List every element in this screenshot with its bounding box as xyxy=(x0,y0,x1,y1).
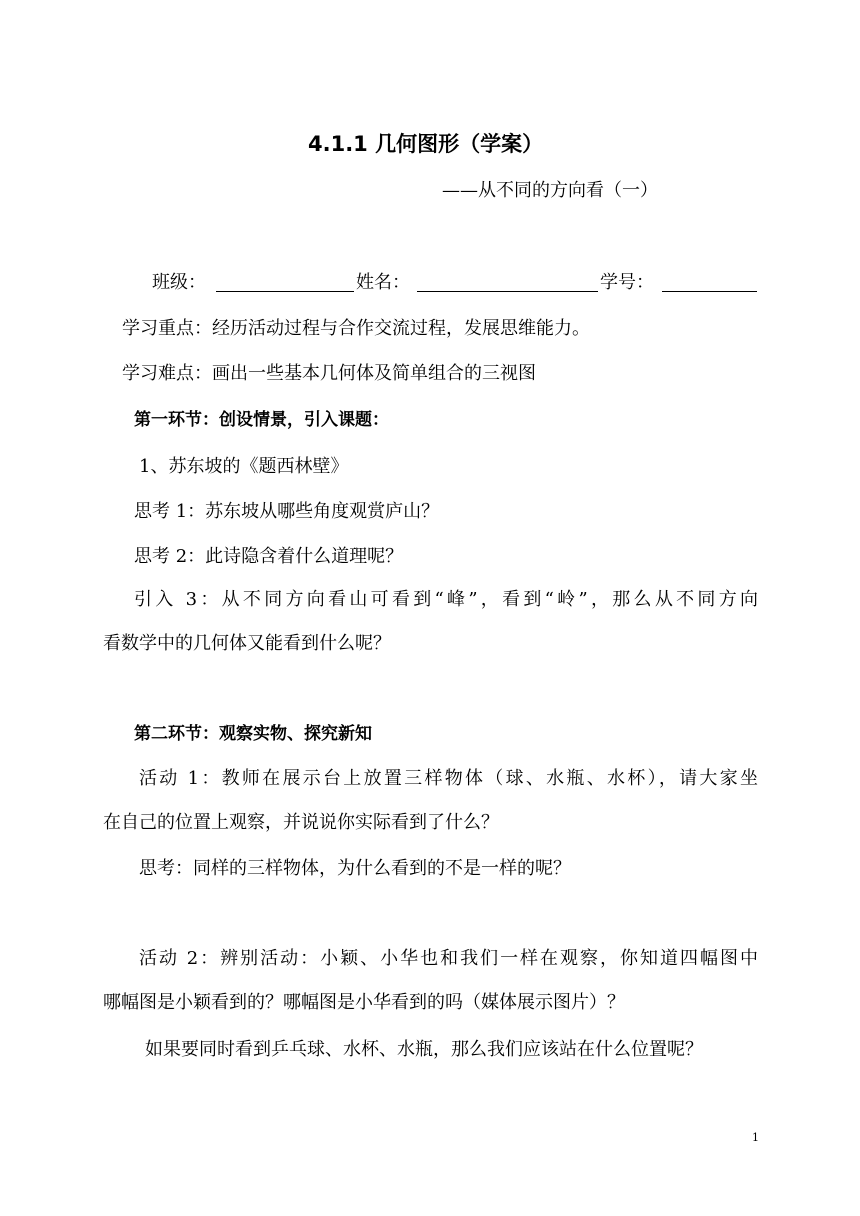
section2-activity2-line1: 活动 2：辨别活动：小颖、小华也和我们一样在观察，你知道四幅图中 xyxy=(139,948,758,969)
section2-activity1-line2: 在自己的位置上观察，并说说你实际看到了什么？ xyxy=(103,812,499,833)
section1-item1: 1、苏东坡的《题西林壁》 xyxy=(139,456,349,477)
class-blank xyxy=(216,291,354,292)
document-subtitle: ——从不同的方向看（一） xyxy=(442,180,658,201)
class-label: 班级： xyxy=(152,272,206,293)
section1-intro3-line2: 看数学中的几何体又能看到什么呢？ xyxy=(103,633,391,654)
id-blank xyxy=(662,291,757,292)
name-blank xyxy=(417,291,598,292)
name-label: 姓名： xyxy=(356,272,410,293)
section1-heading: 第一环节：创设情景，引入课题： xyxy=(134,410,389,430)
learning-focus: 学习重点：经历活动过程与合作交流过程，发展思维能力。 xyxy=(122,318,590,339)
section2-activity1-line1: 活动 1：教师在展示台上放置三样物体（球、水瓶、水杯），请大家坐 xyxy=(139,768,758,789)
learning-difficulty: 学习难点：画出一些基本几何体及简单组合的三视图 xyxy=(122,363,536,384)
section2-heading: 第二环节：观察实物、探究新知 xyxy=(134,724,372,744)
section2-think: 思考：同样的三样物体，为什么看到的不是一样的呢？ xyxy=(139,858,571,879)
section1-think2: 思考 2：此诗隐含着什么道理呢？ xyxy=(134,546,404,567)
section2-activity2-line2: 哪幅图是小颖看到的？哪幅图是小华看到的吗（媒体展示图片）？ xyxy=(103,992,625,1013)
section1-think1: 思考 1：苏东坡从哪些角度观赏庐山？ xyxy=(134,501,440,522)
page-number: 1 xyxy=(752,1131,759,1144)
document-title: 4.1.1 几何图形（学案） xyxy=(308,132,544,156)
section2-question: 如果要同时看到乒乓球、水杯、水瓶，那么我们应该站在什么位置呢？ xyxy=(145,1039,703,1060)
id-label: 学号： xyxy=(600,272,654,293)
section1-intro3-line1: 引入 3：从不同方向看山可看到“峰”，看到“岭”，那么从不同方向 xyxy=(134,589,758,610)
